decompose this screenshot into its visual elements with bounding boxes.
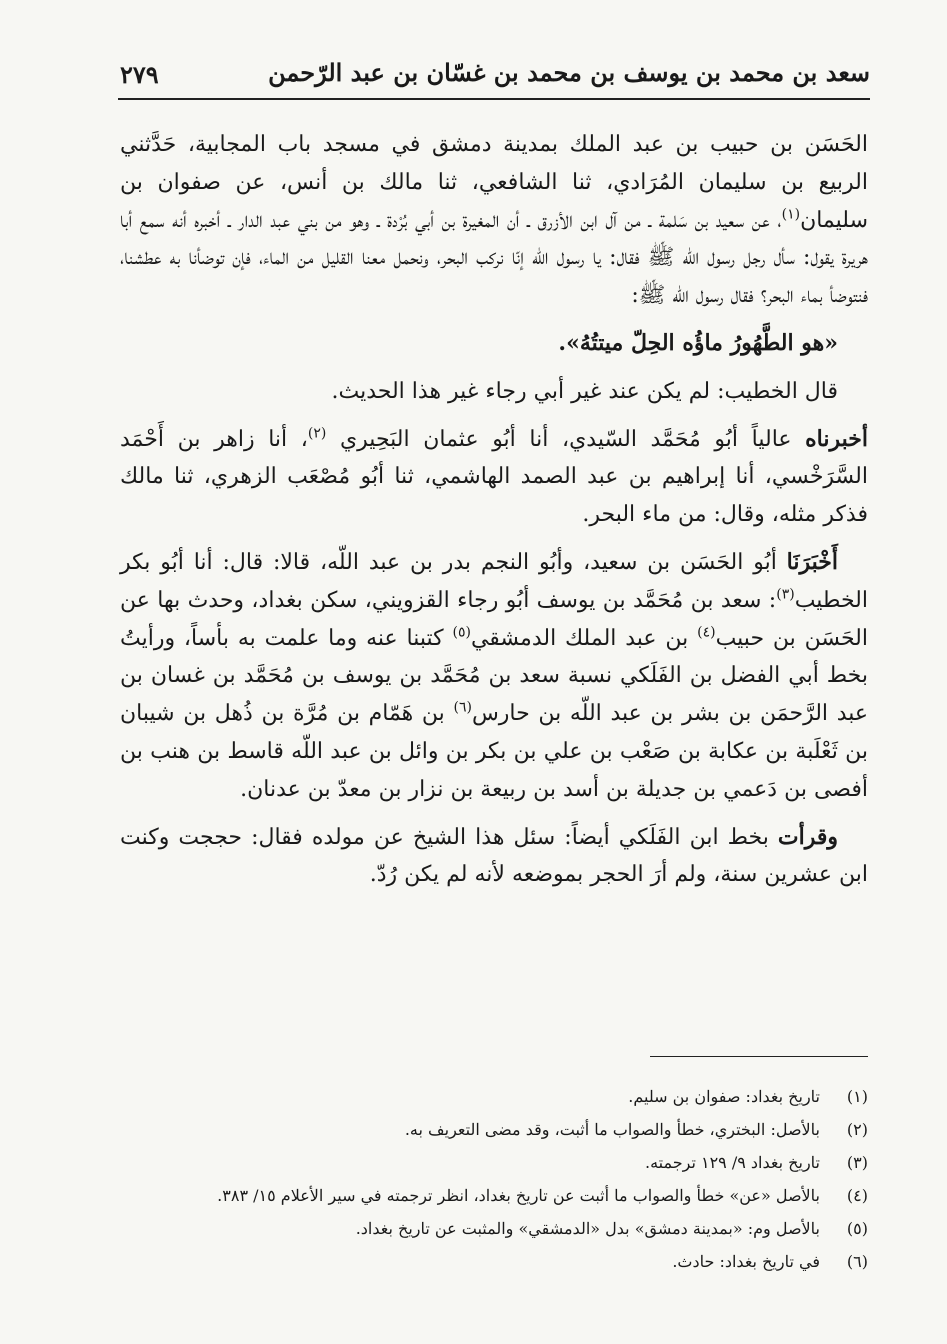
footnote-number: (٣) [846, 1153, 868, 1172]
lead-word-qaraat: وقرأت [777, 823, 838, 850]
paragraph-5-text-e: بن هَمّام بن مُرَّة بن ذُهل بن شيبان بن ثَعْلَبة بن عكابة بن صَعْب بن علي بن بكر بن وائل بن عبد اللّه قاسط بن هنب بن أفصى بن دَعمي بن جديلة بن أسد بن ربيعة بن نزار بن معدّ بن عدنان. [120, 701, 868, 802]
footnote-text: تاريخ بغداد ٩/ ١٢٩ ترجمته. [644, 1153, 820, 1172]
paragraph-1 [120, 126, 868, 315]
footnote-text: بالأصل وم: «بمدينة دمشق» بدل «الدمشقي» والمثبت عن تاريخ بغداد. [355, 1219, 820, 1238]
footnotes [140, 1080, 868, 1278]
footnote-ref-3: (٣) [776, 586, 795, 603]
footnote-4 [140, 1179, 868, 1212]
footnote-2 [140, 1113, 868, 1146]
paragraph-akhbaranahu [120, 421, 868, 534]
hadith-quote [120, 325, 868, 363]
footnote-ref-4: (٤) [697, 624, 716, 641]
footnote-separator [650, 1056, 868, 1057]
paragraph-5-text-d: كتبنا عنه وما علمت به بأساً، ورأيتُ بخط أبي الفضل بن الفَلَكي نسبة سعد بن مُحَمَّد بن يوسف بن مُحَمَّد بن غسان بن عبد الرَّحمَن بن بشر بن عبد اللّه بن حارس [120, 625, 869, 727]
hadith-quote-text: «هو الطَّهُورُ ماؤُه الحِلّ ميتتُهُ». [558, 329, 838, 356]
paragraph-1-text: الحَسَن بن حبيب بن عبد الملك بمدينة دمشق في مسجد باب المجابية، حَدَّثني الربيع بن سليمان المُرَادي، ثنا الشافعي، ثنا مالك بن أنس، عن صفوان بن سليمان [120, 132, 868, 233]
paragraph-qaraat [120, 819, 868, 895]
page-header [118, 58, 870, 104]
footnote-number: (١) [846, 1087, 868, 1106]
footnote-number: (٥) [846, 1219, 868, 1238]
footnote-ref-6: (٦) [453, 699, 472, 716]
footnote-text: تاريخ بغداد: صفوان بن سليم. [628, 1087, 820, 1106]
paragraph-4-text: عالياً أبُو مُحَمَّد السّيدي، أنا أبُو عثمان البَحِيري [326, 426, 806, 452]
running-title: سعد بن محمد بن يوسف بن محمد بن غسّان بن عبد الرّحمن [268, 58, 870, 87]
header-rule [118, 98, 870, 100]
footnote-3 [140, 1146, 868, 1179]
footnote-text: بالأصل «عن» خطأ والصواب ما أثبت عن تاريخ بغداد، انظر ترجمته في سير الأعلام ١٥/ ٣٨٣. [217, 1186, 820, 1205]
footnote-text: بالأصل: البختري، خطأ والصواب ما أثبت، وقد مضى التعريف به. [404, 1120, 820, 1139]
footnote-ref-1: (١) [781, 206, 801, 223]
paragraph-4-text-cont: ، أنا زاهر بن أَحْمَد السَّرَخْسي، أنا إبراهيم بن عبد الصمد الهاشمي، ثنا أبُو مُصْعَب الزهري، ثنا مالك فذكر مثله، وقال: من ماء البحر. [120, 426, 868, 528]
footnote-6 [140, 1245, 868, 1278]
footnote-text: في تاريخ بغداد: حادث. [672, 1252, 820, 1271]
footnote-number: (٦) [846, 1252, 868, 1271]
footnote-1 [140, 1080, 868, 1113]
footnote-number: (٤) [846, 1186, 868, 1205]
footnote-ref-2: (٢) [307, 425, 327, 442]
lead-word-akhbarana: أَخْبَرَنَا [786, 548, 838, 575]
lead-word-akhbaranahu: أخبرناه [805, 425, 868, 452]
footnote-5 [140, 1212, 868, 1245]
main-text [120, 126, 868, 894]
footnote-ref-5: (٥) [452, 624, 471, 641]
paragraph-khatib: قال الخطيب: لم يكن عند غير أبي رجاء غير هذا الحديث. [331, 378, 838, 404]
paragraph-1-text-cont: ، عن سعيد بن سَلمة ـ من آل ابن الأزرق ـ أن المغيرة بن أبي بُرْدة ـ وهو من بني عبد الدار ـ أخبره أنه سمع أبا هريرة يقول: سأل رجل رسول الله ﷺ فقال: يا رسول الله إنّا نركب البحر، ونحمل معنا القليل من الماء، فإن توضأنا به عطشنا، فنتوضأ بماء البحر؟ فقال رسول الله ﷺ: [120, 207, 868, 309]
paragraph-5-text-c: بن عبد الملك الدمشقي [470, 625, 698, 651]
footnote-number: (٢) [846, 1120, 868, 1139]
paragraph-akhbarana [120, 544, 868, 809]
paragraph-6-text: بخط ابن الفَلَكي أيضاً: سئل هذا الشيخ عن مولده فقال: حججت وكنت ابن عشرين سنة، ولم أرَ الحجر بموضعه لأنه لم يكن رُدّ. [120, 824, 868, 888]
paragraph-5-text-a: أبُو الحَسَن بن سعيد، وأبُو النجم بدر بن عبد اللّه، قالا: قال: أنا أبُو بكر الخطيب [120, 549, 868, 613]
page-number: ٢٧٩ [120, 60, 159, 89]
paragraph-5-text-b: : سعد بن مُحَمَّد بن يوسف أبُو رجاء القزويني، سكن بغداد، وحدث بها عن الحَسَن بن حبيب [120, 587, 868, 651]
